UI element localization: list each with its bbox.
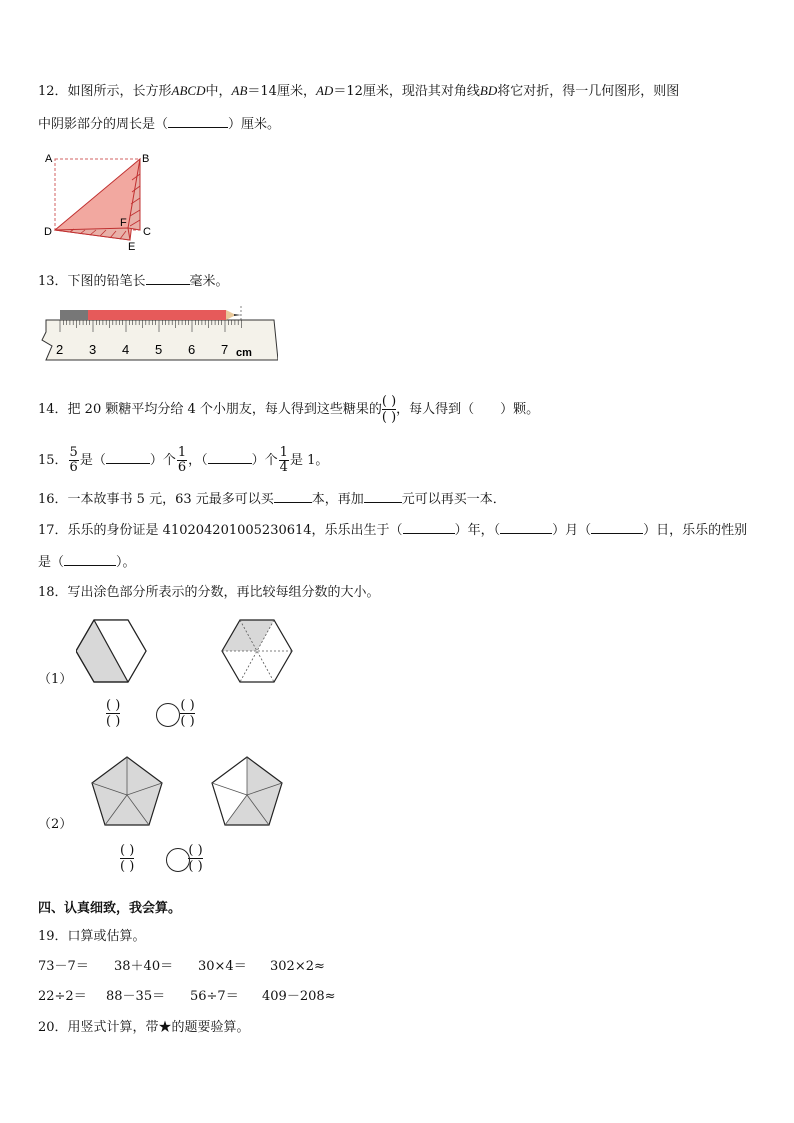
label-b: B [142, 153, 150, 165]
q19-r2-item-3: 56÷7＝ [190, 989, 239, 1004]
q18-label-2: （2） [38, 817, 73, 832]
q19-row-1 [38, 958, 325, 976]
q18-group1-answers [106, 698, 195, 729]
q17-line1: 17．乐乐的身份证是 410204201005230614，乐乐出生于（ ）年，（ ）月（ ）日，乐乐的性别 [38, 520, 747, 540]
q18-g2-compare-circle[interactable] [166, 848, 190, 872]
label-a: A [45, 153, 53, 165]
section-4-title: 四、认真细致，我会算。 [38, 901, 182, 916]
q18-g2-fraction-1[interactable]: ( ) ( ) [120, 843, 135, 874]
q12-answer-blank[interactable] [168, 114, 228, 128]
q17-month-blank[interactable] [500, 520, 552, 534]
q19-r2-item-4: 409－208≈ [262, 989, 336, 1004]
pentagon-1 [92, 757, 162, 825]
hexagon-2 [222, 620, 292, 682]
q19-title: 19．口算或估算。 [38, 929, 146, 944]
tick-5: 5 [155, 342, 163, 357]
tick-6: 6 [188, 342, 196, 357]
q18-line: 18．写出涂色部分所表示的分数，再比较每组分数的大小。 [38, 585, 380, 600]
q17-gender-blank[interactable] [64, 552, 116, 566]
tick-3: 3 [89, 342, 97, 357]
label-f: F [120, 217, 127, 229]
tick-4: 4 [122, 342, 130, 357]
ruler-unit: cm [236, 347, 252, 359]
fraction-1-6: $\frac{1}{6}$ [177, 445, 187, 475]
fraction-1-4: $\frac{1}{4}$ [279, 445, 288, 475]
q19-row-2 [38, 988, 336, 1006]
q12-line2: 中阴影部分的周长是（ ）厘米。 [38, 114, 280, 134]
q19-r1-item-1: 73－7＝ [38, 959, 89, 974]
pentagon-pair [90, 755, 290, 831]
q16-blank-1[interactable] [274, 489, 312, 503]
tick-2: 2 [56, 342, 64, 357]
rect-name: ABCD [171, 83, 206, 98]
fraction-5-6: $\frac{5}{6}$ [69, 445, 78, 475]
q19-r1-item-3: 30×4＝ [198, 959, 247, 974]
q17-year-blank[interactable] [403, 520, 455, 534]
tick-7: 7 [221, 342, 229, 357]
q16-line: 16．一本故事书 5 元，63 元最多可以买 本，再加 元可以再买一本． [38, 489, 506, 509]
q16-blank-2[interactable] [364, 489, 402, 503]
label-c: C [143, 226, 151, 238]
q15-blank-1[interactable] [106, 450, 150, 464]
q18-group2-answers [120, 843, 203, 874]
pencil-lead-tip [234, 314, 241, 316]
pentagon-2 [212, 757, 282, 825]
q13-answer-blank[interactable] [146, 271, 190, 285]
q17-line2: 是（ ）。 [38, 552, 136, 572]
folded-rectangle-figure [40, 150, 170, 250]
q14-line: 14．把 20 颗糖平均分给 4 个小朋友，每人得到这些糖果的 ( ) ( )，每人得到（ ）颗。 [38, 394, 540, 425]
pencil-ruler-figure [38, 302, 278, 364]
q17-day-blank[interactable] [591, 520, 643, 534]
q18-g2-fraction-2[interactable]: ( ) ( ) [188, 843, 203, 874]
q15-line: 15． $\frac{5}{6}$ 是（ ）个 $\frac{1}{6}$ ，（ ）个 $\frac{1}{4}$ 是 1。 [38, 445, 329, 475]
q18-g1-compare-circle[interactable] [156, 703, 180, 727]
pencil-end [60, 310, 88, 320]
q18-label-1: （1） [38, 672, 73, 687]
label-e: E [128, 241, 136, 250]
q18-g1-fraction-1[interactable]: ( ) ( ) [106, 698, 121, 729]
q15-blank-2[interactable] [208, 450, 252, 464]
q14-fraction-blank[interactable]: ( ) ( ) [381, 394, 397, 425]
label-d: D [44, 226, 52, 238]
q18-g1-fraction-2[interactable]: ( ) ( ) [180, 698, 195, 729]
q12-line1: 12．如图所示，长方形ABCD中，AB＝14厘米，AD＝12厘米，现沿其对角线BD将它对折，得一几何图形，则图 [38, 83, 680, 99]
q13-line: 13．下图的铅笔长 毫米。 [38, 271, 229, 291]
q19-r1-item-2: 38＋40＝ [114, 959, 174, 974]
q19-r2-item-1: 22÷2＝ [38, 989, 87, 1004]
q20-title: 20．用竖式计算，带★的题要验算。 [38, 1020, 250, 1035]
q19-r1-item-4: 302×2≈ [270, 959, 325, 974]
hatched-shadow-bottom [55, 228, 130, 240]
q19-r2-item-2: 88－35＝ [106, 989, 166, 1004]
hexagon-pair [76, 618, 298, 686]
pencil-body [88, 310, 226, 320]
